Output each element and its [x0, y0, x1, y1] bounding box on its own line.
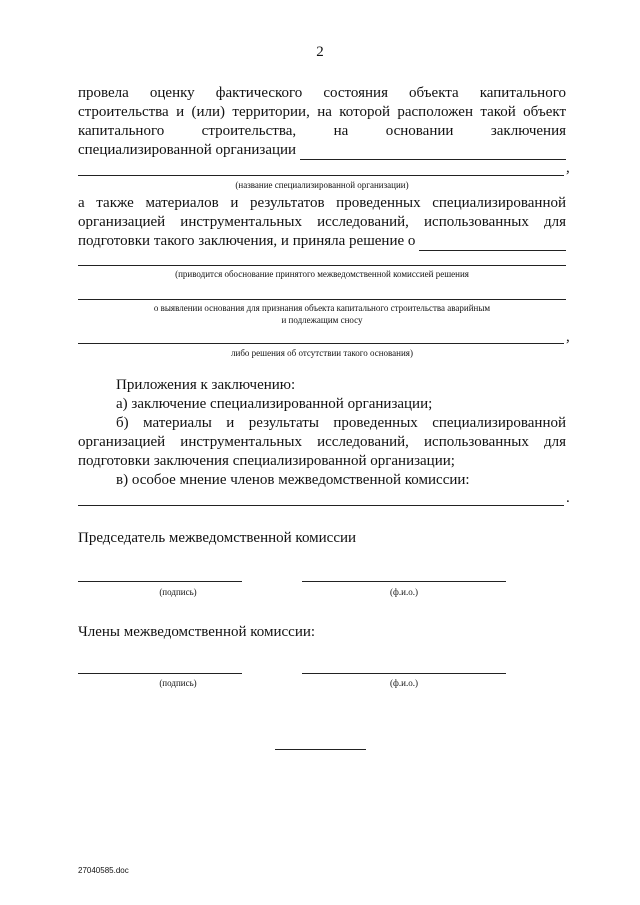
- paragraph-1-line-2: строительства и (или) территории, на которой расположен такой объект: [78, 104, 566, 120]
- members-name-caption: (ф.и.о.): [390, 678, 418, 688]
- closing-separator: [275, 749, 366, 750]
- paragraph-2-line-3-text: подготовки такого заключения, и приняла решение о: [78, 233, 416, 249]
- org-name-line[interactable]: [78, 175, 564, 176]
- attachment-item-b-line-3: подготовки заключения специализированной организации;: [78, 453, 455, 469]
- paragraph-1-line-3: капитального строительства, на основании заключения: [78, 123, 566, 139]
- paragraph-2-line-2: организацией инструментальных исследований, использованных для: [78, 214, 566, 230]
- chairman-name-line[interactable]: [302, 581, 506, 582]
- members-signature-line[interactable]: [78, 673, 242, 674]
- org-name-comma: ,: [566, 160, 570, 176]
- attachments-title: Приложения к заключению:: [116, 377, 296, 393]
- caption-org-name: (название специализированной организации): [235, 180, 409, 190]
- members-signature-caption: (подпись): [159, 678, 197, 688]
- caption-reason: (приводится обоснование принятого межведомственной комиссией решения: [175, 269, 469, 279]
- attachments: [78, 376, 566, 490]
- paragraph-1-line-1: провела оценку фактического состояния объекта капитального: [78, 85, 566, 101]
- page-number: 2: [316, 44, 324, 60]
- special-opinion-period: .: [566, 490, 570, 506]
- members-name-line[interactable]: [302, 673, 506, 674]
- caption-absence: либо решения об отсутствии такого основания): [231, 348, 413, 358]
- decision-line-2[interactable]: [78, 299, 566, 300]
- attachment-item-b-line-2: организацией инструментальных исследований, использованных для: [78, 434, 566, 450]
- chairman-title: Председатель межведомственной комиссии: [78, 530, 357, 546]
- paragraph-1-line-4: [78, 141, 566, 160]
- attachment-item-a: а) заключение специализированной организации;: [116, 396, 433, 412]
- decision-blank[interactable]: [419, 236, 566, 251]
- attachment-item-b-line-1: б) материалы и результаты проведенных специализированной: [116, 415, 566, 431]
- chairman-signature-line[interactable]: [78, 581, 242, 582]
- chairman-name-caption: (ф.и.о.): [390, 587, 418, 597]
- footer-file-code: 27040585.doc: [78, 866, 129, 875]
- decision-comma: ,: [566, 329, 570, 345]
- org-name-blank[interactable]: [300, 145, 566, 160]
- decision-line-1[interactable]: [78, 265, 566, 266]
- paragraph-2: [78, 194, 566, 251]
- chairman-signature-caption: (подпись): [159, 587, 197, 597]
- paragraph-2-line-1: а также материалов и результатов проведенных специализированной: [78, 195, 566, 211]
- paragraph-2-line-3: [78, 232, 566, 251]
- paragraph-1: [78, 84, 566, 160]
- caption-detection-1: о выявлении основания для признания объекта капитального строительства аварийным: [153, 303, 491, 313]
- caption-detection-2: и подлежащим сносу: [281, 315, 363, 325]
- attachment-item-c: в) особое мнение членов межведомственной комиссии:: [116, 472, 470, 488]
- paragraph-1-line-4-text: специализированной организации: [78, 142, 297, 158]
- members-title: Члены межведомственной комиссии:: [78, 624, 316, 640]
- special-opinion-line[interactable]: [78, 505, 564, 506]
- decision-line-3[interactable]: [78, 343, 564, 344]
